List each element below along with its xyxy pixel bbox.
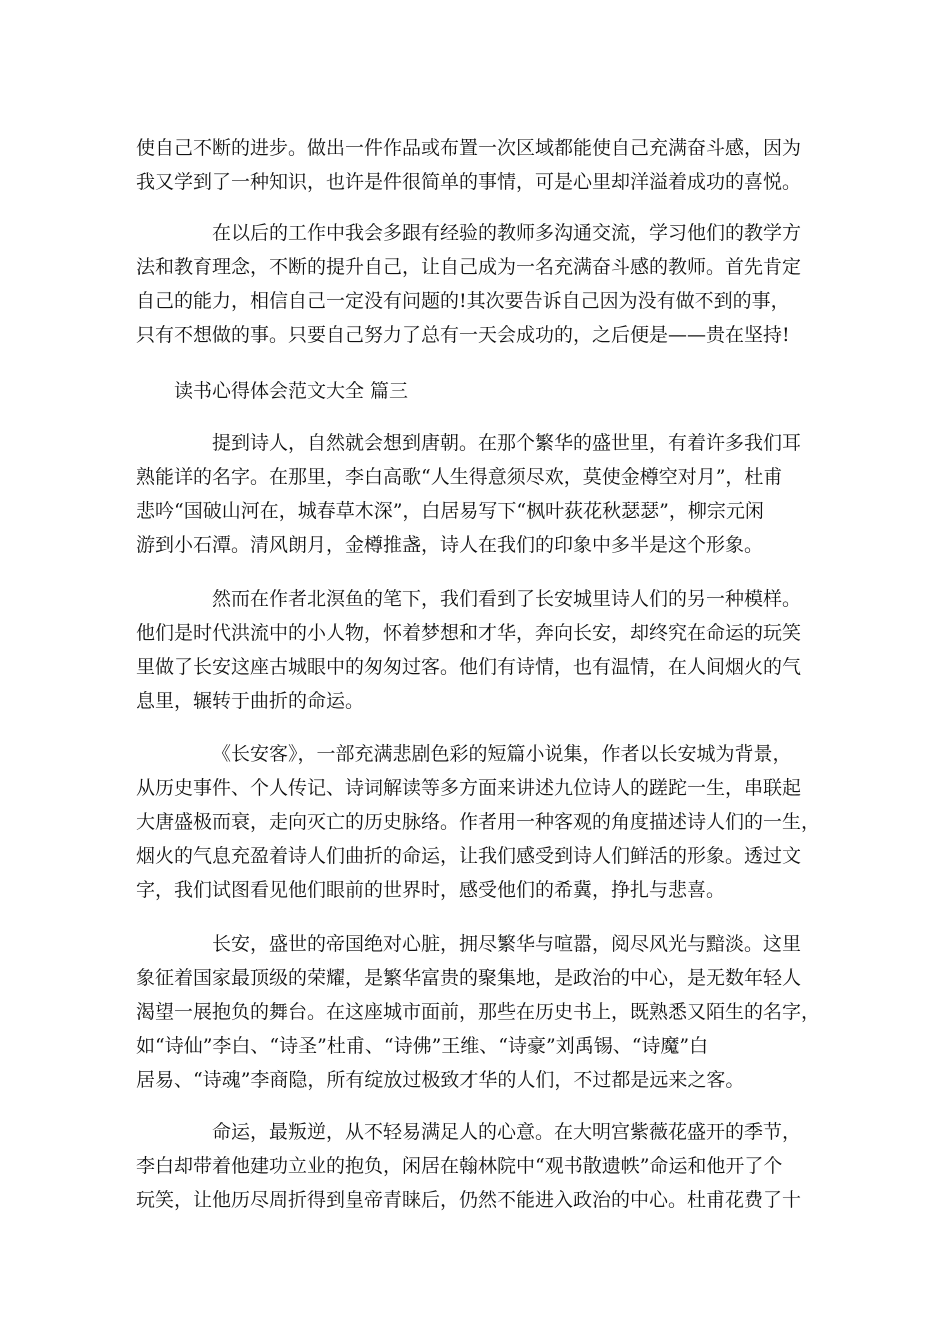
text-line: 自己的能力，相信自己一定没有问题的!其次要告诉自己因为没有做不到的事， [136,290,790,312]
text-line: 《长安客》，一部充满悲剧色彩的短篇小说集，作者以长安城为背景， [212,743,792,765]
text-line: 然而在作者北溟鱼的笔下，我们看到了长安城里诗人们的另一种模样。 [212,588,802,610]
text-line: 烟火的气息充盈着诗人们曲折的命运，让我们感受到诗人们鲜活的形象。透过文 [136,845,802,867]
text-line: 如“诗仙”李白、“诗圣”杜甫、“诗佛”王维、“诗豪”刘禹锡、“诗魔”白 [136,1035,709,1057]
section-heading [136,374,816,408]
text-line: 法和教育理念，不断的提升自己，让自己成为一名充满奋斗感的教师。首先肯定 [136,256,802,278]
text-line: 熟能详的名字。在那里，李白高歌“人生得意须尽欢，莫使金樽空对月”，杜甫 [136,466,783,488]
paragraph-6 [136,927,821,1097]
text-line: 字，我们试图看见他们眼前的世界时，感受他们的希冀，挣扎与悲喜。 [136,879,726,901]
text-line: 悲吟“国破山河在，城春草木深”，白居易写下“枫叶荻花秋瑟瑟”，柳宗元闲 [136,500,764,522]
text-line: 大唐盛极而衰，走向灭亡的历史脉络。作者用一种客观的角度描述诗人们的一生， [136,811,821,833]
text-line: 象征着国家最顶级的荣耀，是繁华富贵的聚集地，是政治的中心，是无数年轻人 [136,967,802,989]
paragraph-4 [136,582,816,718]
text-line: 他们是时代洪流中的小人物，怀着梦想和才华，奔向长安，却终究在命运的玩笑 [136,622,802,644]
paragraph-7 [136,1115,816,1217]
paragraph-5 [136,737,821,907]
text-line: 居易、“诗魂”李商隐，所有绽放过极致才华的人们，不过都是远来之客。 [136,1069,745,1091]
text-line: 从历史事件、个人传记、诗词解读等多方面来讲述九位诗人的蹉跎一生，串联起 [136,777,802,799]
paragraph-3 [136,426,816,562]
text-line: 使自己不断的进步。做出一件作品或布置一次区域都能使自己充满奋斗感，因为 [136,137,802,159]
text-line: 里做了长安这座古城眼中的匆匆过客。他们有诗情，也有温情，在人间烟火的气 [136,656,802,678]
paragraph-2 [136,216,816,352]
text-line: 息里，辗转于曲折的命运。 [136,690,365,712]
text-line: 只有不想做的事。只要自己努力了总有一天会成功的，之后便是——贵在坚持! [136,324,790,346]
section-title: 读书心得体会范文大全 篇三 [174,380,409,402]
text-line: 我又学到了一种知识，也许是件很简单的事情，可是心里却洋溢着成功的喜悦。 [136,171,802,193]
text-line: 提到诗人，自然就会想到唐朝。在那个繁华的盛世里，有着许多我们耳 [212,432,802,454]
text-line: 渴望一展抱负的舞台。在这座城市面前，那些在历史书上，既熟悉又陌生的名字， [136,1001,821,1023]
text-line: 在以后的工作中我会多跟有经验的教师多沟通交流，学习他们的教学方 [212,222,802,244]
paragraph-1 [136,131,816,199]
text-line: 游到小石潭。清风朗月，金樽推盏，诗人在我们的印象中多半是这个形象。 [136,534,764,556]
text-line: 命运，最叛逆，从不轻易满足人的心意。在大明宫紫薇花盛开的季节， [212,1121,802,1143]
text-line: 长安，盛世的帝国绝对心脏，拥尽繁华与喧嚣，阅尽风光与黯淡。这里 [212,933,802,955]
text-line: 李白却带着他建功立业的抱负，闲居在翰林院中“观书散遗帙”命运和他开了个 [136,1155,783,1177]
text-line: 玩笑，让他历尽周折得到皇帝青睐后，仍然不能进入政治的中心。杜甫花费了十 [136,1189,802,1211]
